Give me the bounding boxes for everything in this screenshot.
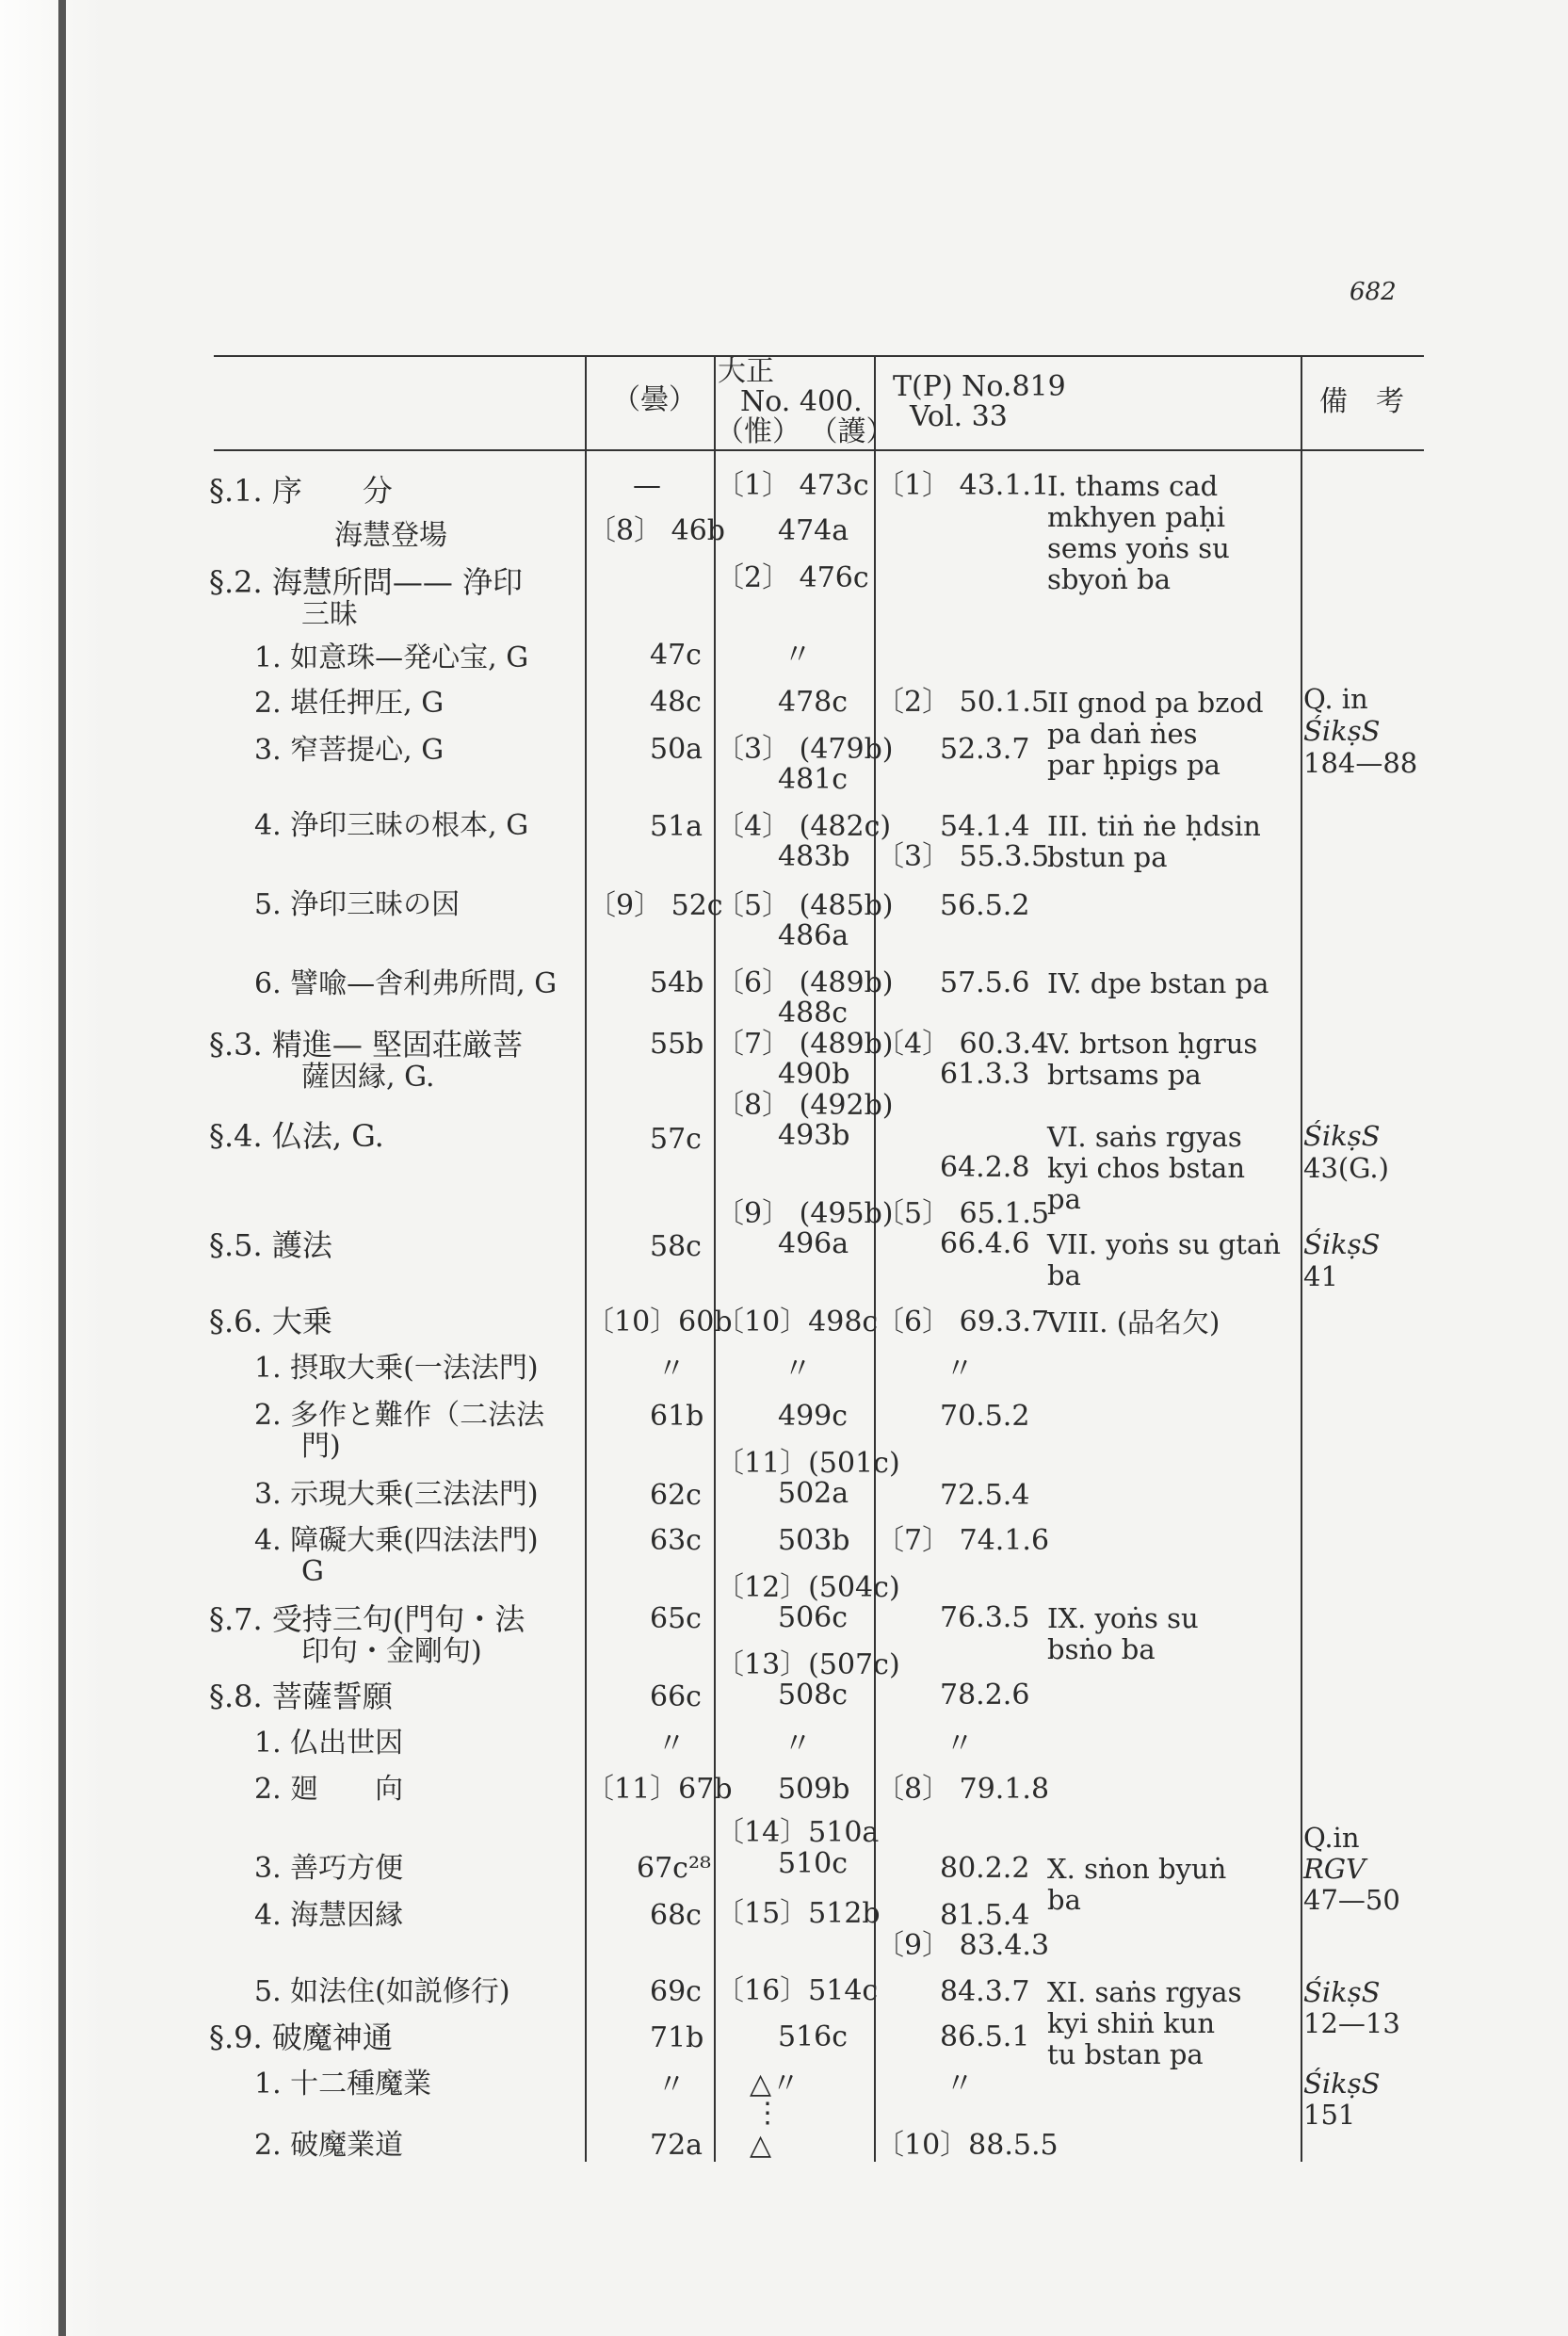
tp-cell: 72.5.4: [940, 1479, 1030, 1512]
tibetan-note: VII. yoṅs su gtaṅ: [1047, 1228, 1281, 1260]
tibetan-note: brtsams pa: [1047, 1059, 1202, 1091]
taisho-cell: 516c: [778, 2020, 849, 2053]
tan-cell: 〔11〕67b: [586, 1773, 733, 1806]
tan-cell: 50a: [650, 733, 703, 766]
taisho-cell: 496a: [778, 1227, 849, 1260]
tp-cell: 52.3.7: [940, 733, 1030, 766]
tan-cell: 〔9〕 52c: [588, 889, 723, 922]
row-label: §.7. 受持三句(門句・法: [209, 1601, 525, 1637]
tp-cell: 70.5.2: [940, 1400, 1030, 1433]
tibetan-note: tu bstan pa: [1047, 2038, 1204, 2070]
tp-cell: 64.2.8: [940, 1151, 1030, 1184]
page-binding-edge: [0, 0, 104, 2336]
tan-cell: 58c: [650, 1230, 702, 1263]
taisho-cell: 〔5〕 (485b): [716, 889, 894, 922]
remark: ŚikṣS: [1303, 715, 1381, 747]
taisho-cell: 510c: [778, 1847, 849, 1880]
tan-cell: 〃: [657, 1728, 686, 1760]
remark: 43(G.): [1303, 1152, 1389, 1184]
tp-cell: 〃: [946, 1353, 974, 1386]
tan-cell: 62c: [650, 1479, 702, 1512]
header-taisho-2: No. 400.: [740, 385, 863, 418]
tp-cell: 76.3.5: [940, 1601, 1030, 1634]
tibetan-note: sems yoṅs su: [1047, 532, 1230, 564]
row-label: §.1. 序 分: [209, 473, 393, 509]
remark: 184—88: [1303, 747, 1418, 779]
tibetan-note: bstun pa: [1047, 841, 1168, 873]
taisho-cell: 481c: [778, 763, 849, 796]
taisho-cell: 493b: [778, 1119, 850, 1152]
row-label: 5. 如法住(如説修行): [254, 1975, 510, 2008]
row-label: §.8. 菩薩誓願: [209, 1679, 393, 1714]
remark: 41: [1303, 1260, 1338, 1292]
column-divider-3: [874, 355, 876, 2162]
header-taisho-1: 大正: [718, 355, 774, 388]
tan-cell: 69c: [650, 1975, 702, 2008]
tibetan-note: I. thams cad: [1047, 470, 1219, 502]
tan-cell: 63c: [650, 1524, 702, 1557]
remark: 47—50: [1303, 1884, 1400, 1916]
tan-cell: 61b: [650, 1400, 704, 1433]
row-label: 2. 堪任押圧, G: [254, 687, 445, 720]
tp-cell: 〔1〕 43.1.1: [876, 469, 1050, 502]
taisho-cell: 〃: [784, 1728, 812, 1760]
tan-cell: 55b: [650, 1028, 704, 1061]
taisho-cell: 〔12〕(504c): [716, 1571, 900, 1604]
column-divider-4: [1301, 355, 1302, 2162]
tibetan-note: X. sṅon byuṅ: [1047, 1853, 1227, 1885]
tan-cell: 〃: [657, 2068, 686, 2101]
tp-cell: 86.5.1: [940, 2020, 1030, 2053]
taisho-cell: 508c: [778, 1679, 849, 1711]
tan-cell: 51a: [650, 810, 703, 843]
taisho-cell: 488c: [778, 997, 849, 1030]
taisho-cell: 474a: [778, 514, 849, 547]
tibetan-note: bsṅo ba: [1047, 1633, 1156, 1665]
remark: 12—13: [1303, 2007, 1400, 2039]
row-label: §.3. 精進— 堅固荘厳菩: [209, 1027, 524, 1063]
taisho-cell: 〔10〕498c: [716, 1306, 879, 1338]
tan-cell: 68c: [650, 1899, 702, 1932]
row-label: 海慧登場: [334, 519, 447, 552]
taisho-cell: 〔8〕 (492b): [716, 1089, 894, 1122]
tan-cell: 〃: [657, 1353, 686, 1386]
page-number: 682: [1350, 278, 1397, 306]
taisho-cell: 478c: [778, 686, 849, 719]
tibetan-note: IX. yoṅs su: [1047, 1602, 1199, 1634]
remark: RGV: [1303, 1853, 1366, 1885]
taisho-cell: 〔9〕 (495b): [716, 1197, 894, 1230]
tp-cell: 66.4.6: [940, 1227, 1030, 1260]
tan-cell: 57c: [650, 1123, 702, 1156]
tan-cell: 54b: [650, 966, 704, 999]
row-label: 4. 海慧因縁: [254, 1899, 404, 1932]
tibetan-note: pa daṅ ṅes: [1047, 718, 1198, 750]
tp-cell: 56.5.2: [940, 889, 1030, 922]
tibetan-note: XI. saṅs rgyas: [1047, 1976, 1242, 2008]
tp-cell: 54.1.4: [940, 810, 1030, 843]
row-label: 3. 示現大乗(三法法門): [254, 1478, 539, 1511]
tp-cell: 57.5.6: [940, 966, 1030, 999]
row-label: 1. 仏出世因: [254, 1727, 404, 1760]
remark: ŚikṣS: [1303, 1976, 1381, 2008]
tp-cell: 〔5〕 65.1.5: [876, 1197, 1050, 1230]
remark: ŚikṣS: [1303, 2068, 1381, 2100]
table-header-rule: [214, 449, 1424, 451]
taisho-cell: 〔6〕 (489b): [716, 966, 894, 999]
taisho-cell: 〔15〕512b: [716, 1897, 881, 1930]
row-label: 薩因縁, G.: [301, 1061, 435, 1094]
tan-cell: 65c: [650, 1602, 702, 1635]
taisho-cell: 〔11〕(501c): [716, 1447, 900, 1480]
header-tp-2: Vol. 33: [910, 400, 1008, 433]
row-label: 三昧: [301, 598, 358, 631]
taisho-cell: 486a: [778, 919, 849, 952]
taisho-cell: △〃: [750, 2068, 800, 2101]
taisho-cell: 503b: [778, 1524, 850, 1557]
tp-cell: 〔2〕 50.1.5: [876, 686, 1050, 719]
row-label: §.6. 大乗: [209, 1304, 332, 1339]
taisho-cell: 490b: [778, 1058, 850, 1091]
row-label: 印句・金剛句): [301, 1635, 482, 1668]
tan-cell: 67c²⁸: [637, 1852, 712, 1885]
taisho-cell: 〃: [784, 639, 812, 672]
binding-shadow: [58, 0, 66, 2336]
tan-cell: 47c: [650, 639, 702, 672]
tp-cell: 80.2.2: [940, 1852, 1030, 1885]
header-taisho-3: （惟） （護）: [716, 415, 895, 448]
tibetan-note: VI. saṅs rgyas: [1047, 1121, 1242, 1153]
column-divider-1: [585, 355, 587, 2162]
tan-cell: —: [633, 469, 661, 502]
taisho-cell: 〔1〕 473c: [716, 469, 869, 502]
taisho-cell: 499c: [778, 1400, 849, 1433]
header-remarks: 備 考: [1319, 385, 1404, 418]
tan-cell: 71b: [650, 2021, 704, 2054]
row-label: 2. 破魔業道: [254, 2129, 404, 2162]
tp-cell: 84.3.7: [940, 1975, 1030, 2008]
taisho-cell: 483b: [778, 840, 850, 873]
tan-cell: 66c: [650, 1680, 702, 1713]
tibetan-note: III. tiṅ ṅe ḥdsin: [1047, 810, 1261, 842]
row-label: 3. 窄菩提心, G: [254, 734, 445, 767]
tibetan-note: kyi shiṅ kun: [1047, 2007, 1216, 2039]
taisho-cell: 〔2〕 476c: [716, 561, 869, 594]
tp-cell: 〃: [946, 1728, 974, 1760]
row-label: 1. 摂取大乗(一法法門): [254, 1352, 539, 1385]
tan-cell: 〔8〕 46b: [588, 514, 726, 547]
tp-cell: 〔7〕 74.1.6: [876, 1524, 1050, 1557]
taisho-cell: 〔16〕514c: [716, 1974, 879, 2007]
tibetan-note: VIII. (品名欠): [1047, 1306, 1220, 1338]
table-top-rule: [214, 355, 1424, 357]
row-label: G: [301, 1555, 324, 1588]
tp-cell: 〔3〕 55.3.5: [876, 840, 1050, 873]
row-label: 4. 障礙大乗(四法法門): [254, 1524, 539, 1557]
row-label: 5. 浄印三昧の因: [254, 888, 461, 921]
row-label: 1. 十二種魔業: [254, 2068, 432, 2101]
tp-cell: 78.2.6: [940, 1679, 1030, 1711]
row-label: §.9. 破魔神通: [209, 2020, 393, 2055]
tan-cell: 48c: [650, 686, 702, 719]
row-label: 6. 譬喩—舎利弗所問, G: [254, 967, 558, 1000]
remark: ŚikṣS: [1303, 1228, 1381, 1260]
row-label: 2. 多作と難作（二法法: [254, 1399, 545, 1432]
header-tan: （曇）: [612, 383, 697, 416]
tibetan-note: par ḥpigs pa: [1047, 749, 1220, 781]
row-label: §.4. 仏法, G.: [209, 1118, 384, 1154]
row-label: 4. 浄印三昧の根本, G: [254, 809, 529, 842]
row-label: §.2. 海慧所問—— 浄印: [209, 564, 524, 600]
tibetan-note: mkhyen paḥi: [1047, 501, 1225, 533]
tp-cell: 61.3.3: [940, 1058, 1030, 1091]
tp-cell: 〔9〕 83.4.3: [876, 1929, 1050, 1962]
remark: Q. in: [1303, 683, 1368, 715]
tibetan-note: II gnod pa bzod: [1047, 687, 1264, 719]
taisho-cell: 509b: [778, 1773, 850, 1806]
tibetan-note: ba: [1047, 1884, 1081, 1916]
tibetan-note: pa: [1047, 1183, 1081, 1215]
taisho-cell: ⋮: [753, 2097, 782, 2130]
row-label: 門): [301, 1430, 341, 1463]
remark: ŚikṣS: [1303, 1120, 1381, 1152]
taisho-cell: 〃: [784, 1353, 812, 1386]
header-tp-1: T(P) No.819: [893, 370, 1066, 403]
remark: Q.in: [1303, 1822, 1360, 1854]
tibetan-note: sbyoṅ ba: [1047, 563, 1172, 595]
remark: 151: [1303, 2099, 1356, 2131]
taisho-cell: 〔7〕 (489b): [716, 1028, 894, 1061]
row-label: 1. 如意珠—発心宝, G: [254, 641, 529, 674]
row-label: 3. 善巧方便: [254, 1852, 404, 1885]
tp-cell: 〔10〕88.5.5: [876, 2129, 1059, 2162]
tp-cell: 〃: [946, 2068, 974, 2101]
tibetan-note: V. brtson ḥgrus: [1047, 1028, 1258, 1060]
tp-cell: 〔4〕 60.3.4: [876, 1028, 1050, 1061]
row-label: §.5. 護法: [209, 1227, 332, 1263]
tibetan-note: kyi chos bstan: [1047, 1152, 1245, 1184]
tp-cell: 〔6〕 69.3.7: [876, 1306, 1050, 1338]
taisho-cell: 〔14〕510a: [716, 1816, 880, 1849]
taisho-cell: 506c: [778, 1601, 849, 1634]
column-divider-2: [714, 355, 716, 2162]
taisho-cell: 502a: [778, 1477, 849, 1510]
taisho-cell: 〔4〕 (482c): [716, 810, 892, 843]
tibetan-note: IV. dpe bstan pa: [1047, 967, 1269, 999]
row-label: 2. 廻 向: [254, 1773, 404, 1806]
taisho-cell: △: [750, 2129, 772, 2162]
tan-cell: 72a: [650, 2129, 703, 2162]
tp-cell: 〔8〕 79.1.8: [876, 1773, 1050, 1806]
tan-cell: 〔10〕60b: [586, 1306, 733, 1338]
tibetan-note: ba: [1047, 1259, 1081, 1291]
taisho-cell: 〔3〕 (479b): [716, 733, 894, 766]
taisho-cell: 〔13〕(507c): [716, 1648, 900, 1681]
tp-cell: 81.5.4: [940, 1899, 1030, 1932]
